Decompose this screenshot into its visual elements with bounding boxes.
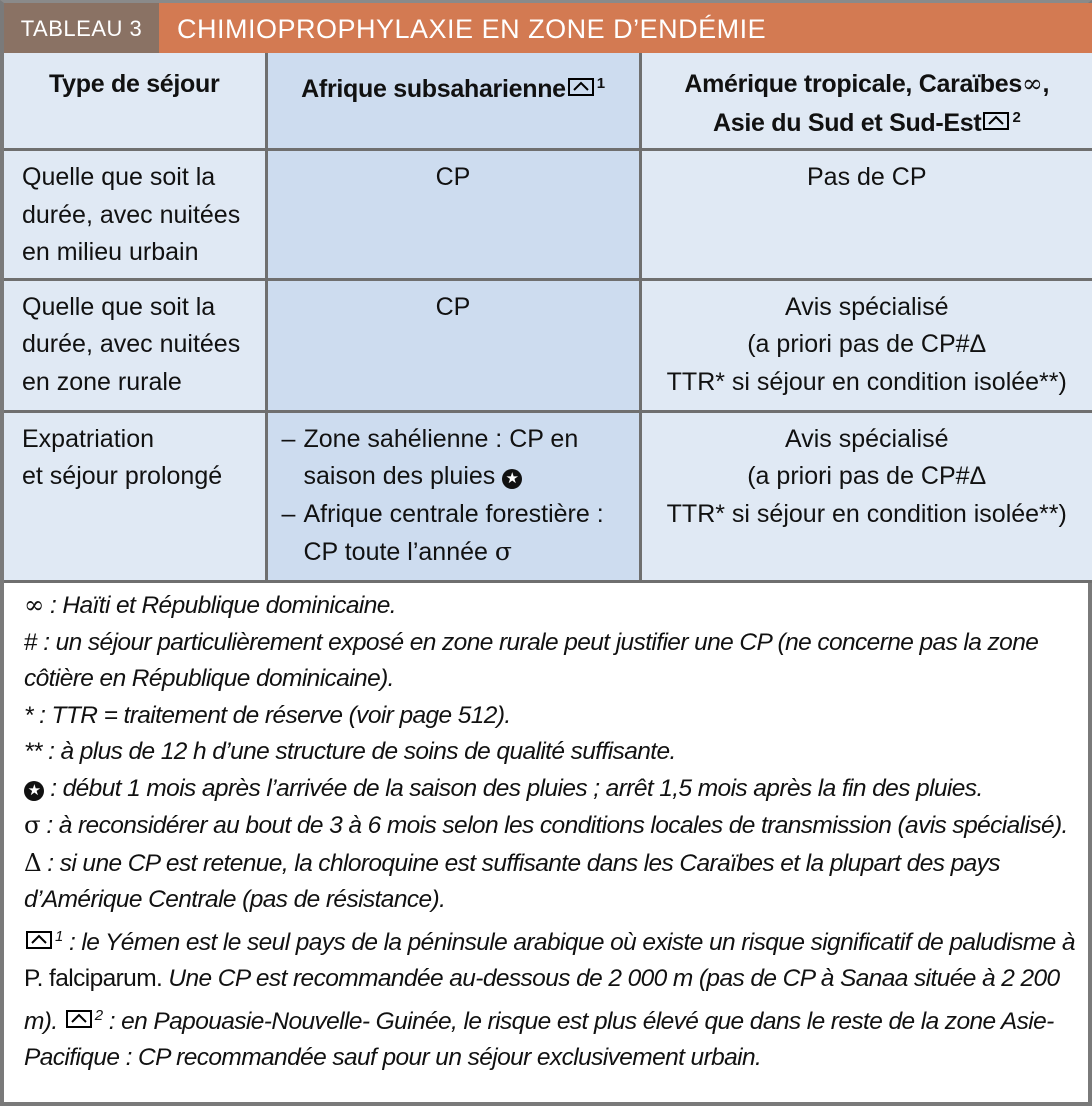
asterisk-symbol: *	[24, 701, 33, 729]
footnote-text: : si une CP est retenue, la chloroquine est suffisante dans les Caraïbes et la plupart des pays d’Amérique Centrale (pas de résistance).	[24, 849, 1000, 913]
map-zone-icon	[983, 112, 1009, 130]
footnote-ref-2: 2	[1012, 109, 1021, 126]
footnote-text: : à reconsidérer au bout de 3 à 6 mois selon les conditions locales de transmission (avis spécialisé).	[40, 812, 1068, 839]
cell-type: Quelle que soit la durée, avec nuitées en zone rurale	[4, 279, 266, 411]
table-title-bar	[4, 3, 1092, 53]
table-number-tag: TABLEAU 3	[4, 3, 159, 53]
footnote-map-zones	[24, 919, 1076, 1077]
cell-line: Avis spécialisé	[784, 292, 949, 321]
column-header-afrique-label: Afrique subsaharienne	[301, 75, 566, 103]
cell-asie	[640, 279, 1092, 411]
table-row	[4, 411, 1092, 581]
footnote-infinity	[24, 587, 1076, 625]
circled-star-icon: ★	[502, 469, 522, 489]
footnote-delta	[24, 845, 1076, 919]
map-zone-icon	[66, 1010, 92, 1028]
footnote-ref-1: 1	[55, 927, 63, 945]
cell-line: (a priori pas de CP#Δ	[747, 462, 987, 490]
table-title: CHIMIOPROPHYLAXIE EN ZONE D’ENDÉMIE	[159, 3, 1092, 53]
cell-line: Expatriation	[22, 424, 155, 453]
footnote-text: : en Papouasie-Nouvelle- Guinée, le risque est plus élevé que dans le reste de la zone Asie-Pacifique : CP recommandée sauf pour un séjour exclusivement urbain.	[24, 1007, 1054, 1071]
cell-line: TTR* si séjour en condition isolée**)	[666, 499, 1067, 528]
footnote-text: : un séjour particulièrement exposé en zone rurale peut justifier une CP (ne concerne pas la zone côtière en République dominicaine).	[24, 628, 1039, 692]
column-header-afrique	[266, 53, 640, 150]
hash-symbol: #	[24, 628, 38, 656]
infinity-symbol: ∞	[1021, 69, 1043, 98]
column-header-type-label: Type de séjour	[49, 70, 220, 98]
sigma-symbol: σ	[494, 537, 512, 566]
list-item-text: Zone sahélienne : CP en saison des pluies	[303, 424, 579, 490]
list-item-text: Afrique centrale forestière : CP toute l’année	[303, 499, 604, 566]
comma: ,	[1042, 70, 1050, 98]
map-zone-icon	[26, 931, 52, 949]
table-row	[4, 150, 1092, 280]
sigma-symbol: σ	[24, 810, 41, 839]
cell-line: TTR* si séjour en condition isolée**)	[666, 367, 1067, 396]
footnote-text: : Haïti et République dominicaine.	[43, 592, 396, 619]
header-row	[4, 53, 1092, 150]
delta-symbol: Δ	[24, 847, 42, 877]
footnote-text: Une CP est recommandée au-dessous de 2 000 m (pas de CP à Sanaa située à 2 200 m).	[24, 965, 1060, 1035]
cell-asie	[640, 411, 1092, 581]
list-item	[282, 421, 627, 496]
footnote-text: : à plus de 12 h d’une structure de soins de qualité suffisante.	[41, 738, 676, 765]
footnote-double-asterisk	[24, 734, 1076, 771]
cell-line: et séjour prolongé	[22, 462, 223, 490]
column-header-type	[4, 53, 266, 150]
list-item	[282, 496, 627, 572]
footnote-ref-1: 1	[596, 75, 605, 92]
column-header-amerique-label: Amérique tropicale, Caraïbes	[684, 70, 1022, 98]
cell-type: Quelle que soit la durée, avec nuitées en milieu urbain	[4, 150, 266, 280]
cell-afrique	[266, 411, 640, 581]
footnote-ref-2: 2	[94, 1006, 103, 1024]
cell-line: Avis spécialisé	[784, 424, 949, 453]
map-zone-icon	[568, 78, 594, 96]
prophylaxis-table	[4, 53, 1092, 583]
cell-asie: Pas de CP	[640, 150, 1092, 280]
footnote-circled-star	[24, 771, 1076, 808]
footnote-text: : TTR = traitement de réserve (voir page 512).	[32, 701, 511, 729]
footnote-text: : début 1 mois après l’arrivée de la saison des pluies ; arrêt 1,5 mois après la fin des pluies.	[44, 774, 983, 802]
footnote-text: : le Yémen est le seul pays de la péninsule arabique où existe un risque significatif de paludisme à	[62, 928, 1075, 956]
table-row	[4, 279, 1092, 411]
cell-afrique: CP	[266, 279, 640, 411]
footnote-hash	[24, 625, 1076, 698]
double-asterisk-symbol: **	[24, 738, 42, 765]
column-header-asie-label: Asie du Sud et Sud-Est	[713, 109, 982, 137]
circled-star-icon: ★	[24, 781, 44, 801]
cell-afrique: CP	[266, 150, 640, 280]
infinity-symbol: ∞	[24, 590, 44, 619]
column-header-amerique-asie	[640, 53, 1092, 150]
footnote-asterisk	[24, 698, 1076, 735]
cell-line: (a priori pas de CP#Δ	[747, 330, 987, 358]
afrique-list	[282, 421, 627, 572]
cell-type	[4, 411, 266, 581]
species-name: P. falciparum.	[24, 965, 163, 992]
footnotes	[4, 577, 1092, 1077]
footnote-sigma	[24, 807, 1076, 845]
